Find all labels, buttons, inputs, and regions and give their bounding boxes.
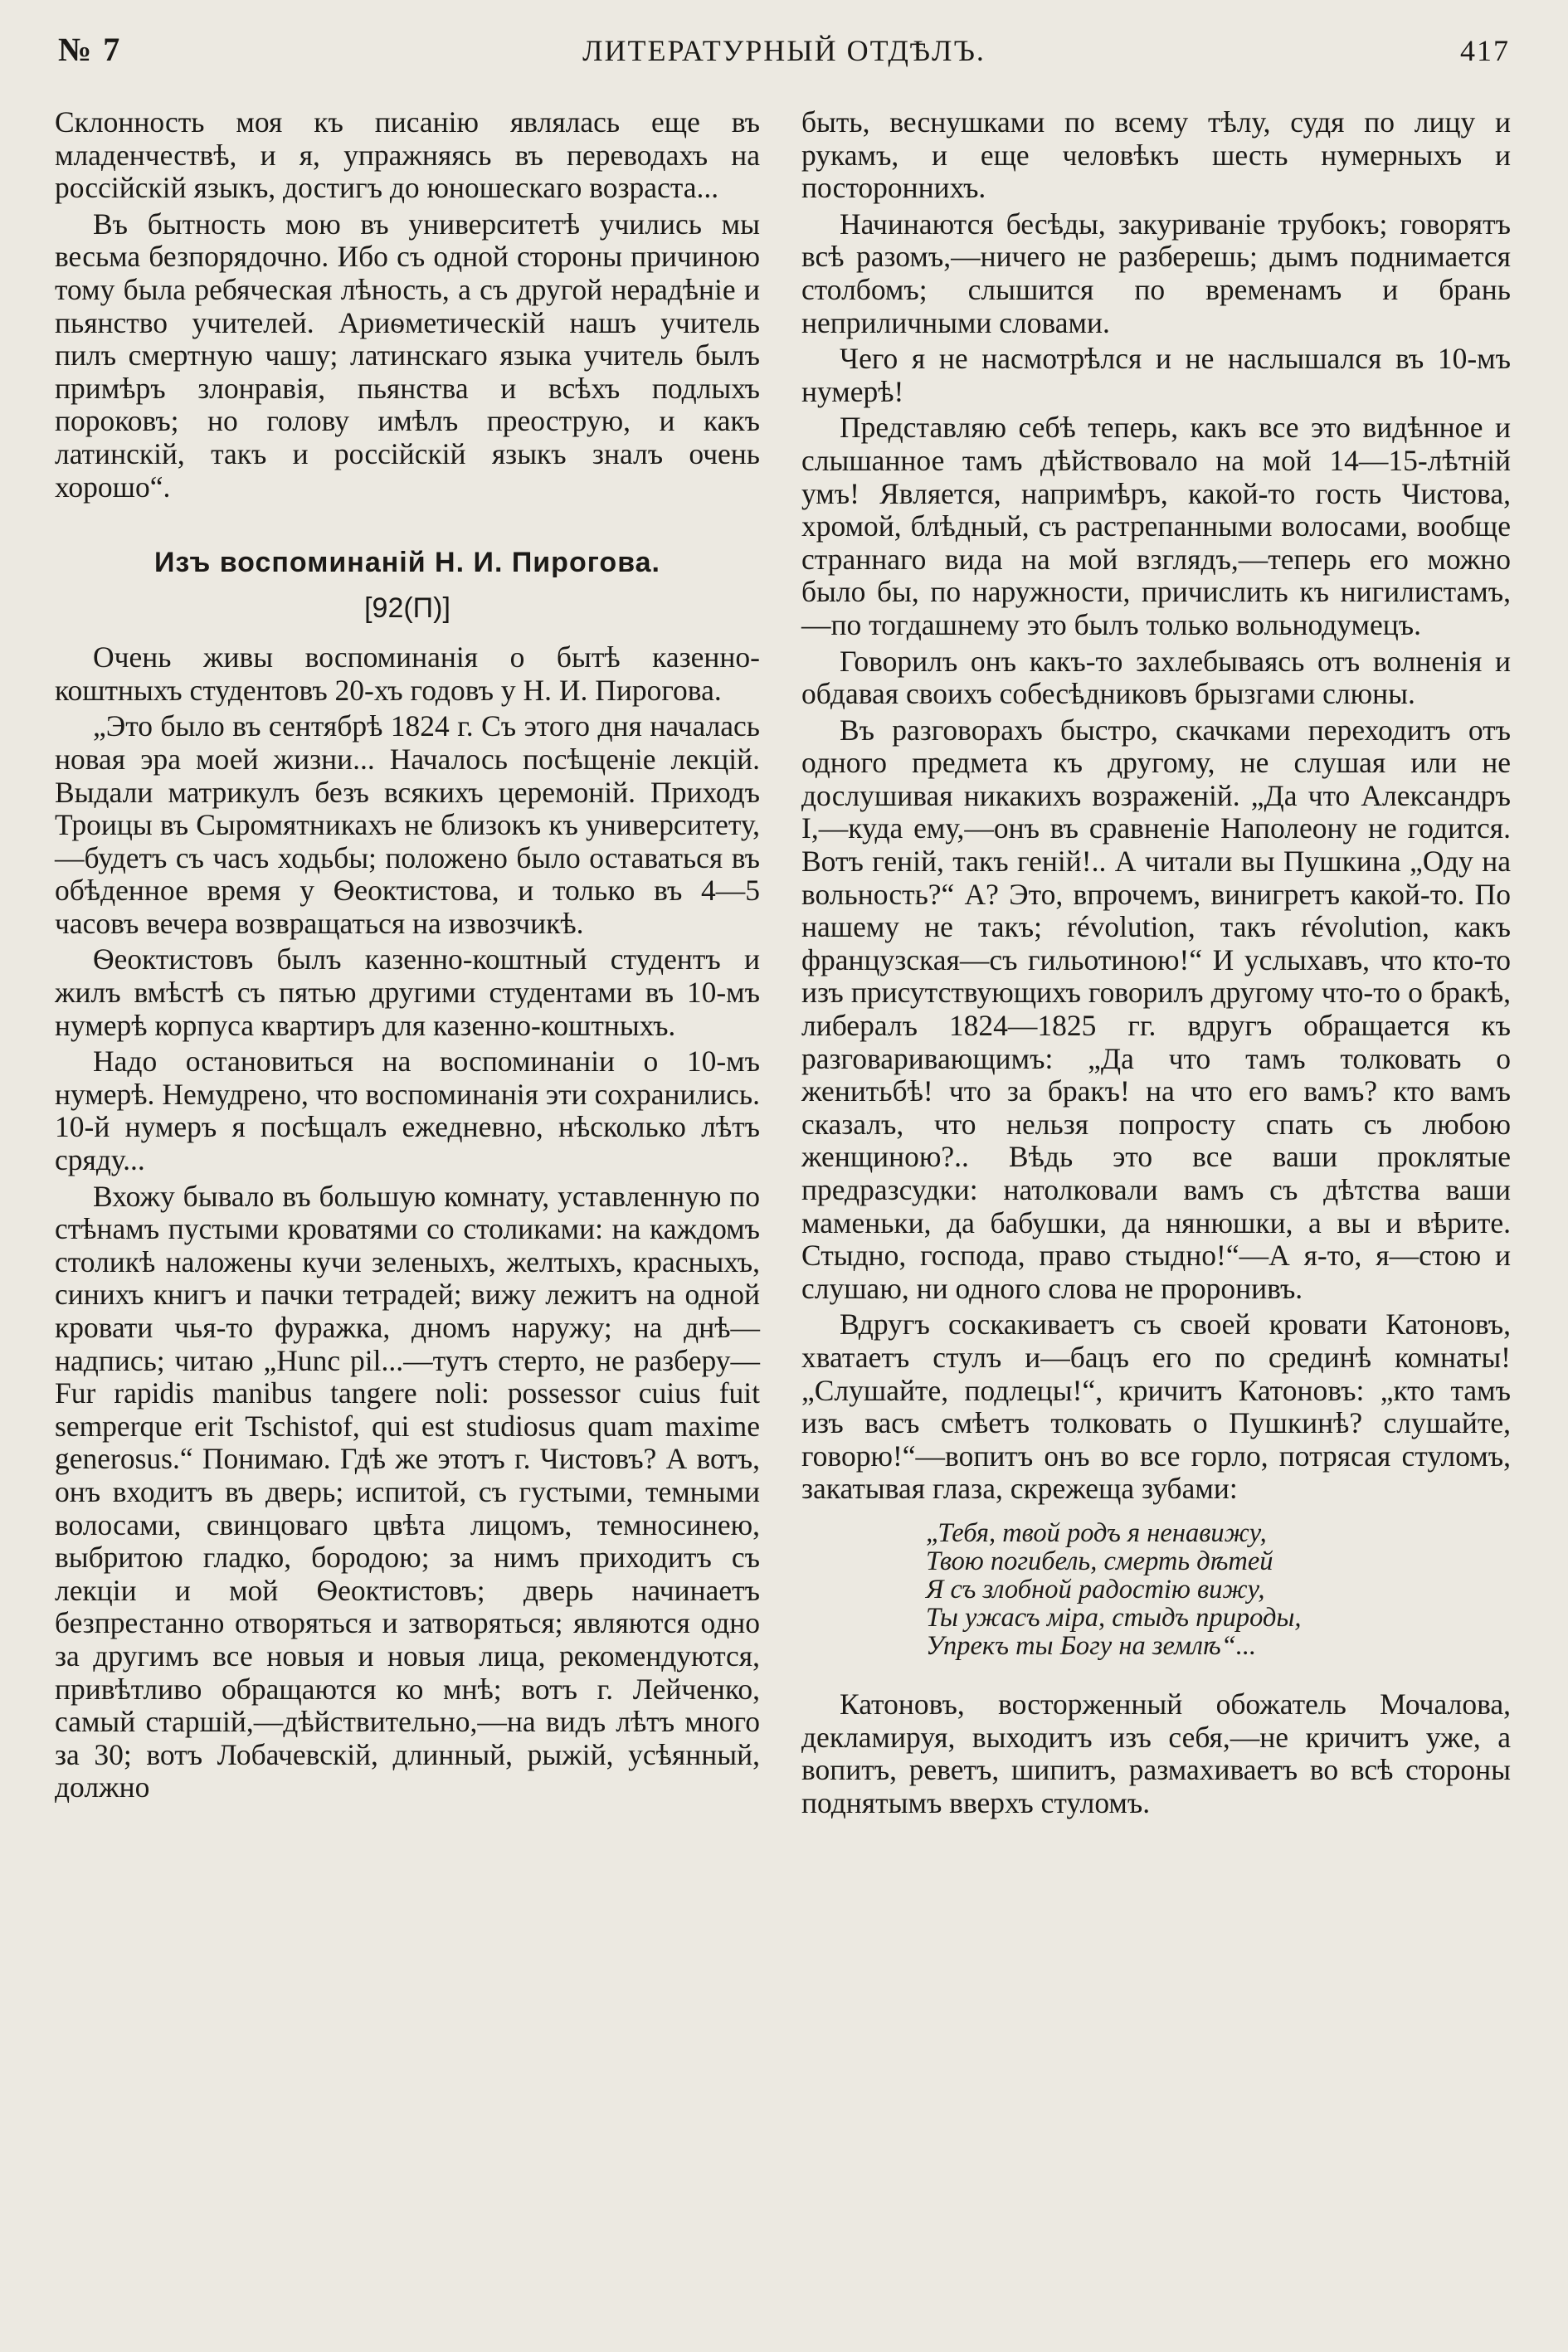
paragraph: Чего я не насмотрѣлся и не наслышался въ 10-мъ нумерѣ! [801,342,1511,408]
page-header [58,30,1510,80]
paragraph: Въ бытность мою въ университетѣ учились мы весьма безпорядочно. Ибо съ одной стороны причиною тому была ребяческая лѣность, а съ другой нерадѣніе и пьянство учителей. Ариѳметическій нашъ учитель пилъ смертную чашу; латинскаго языка учитель былъ примѣръ злонравія, пьянства и всѣхъ подлыхъ пороковъ; но голову имѣлъ преострую, и какъ латинскій, такъ и россійскій языкъ зналъ очень хорошо“. [55,207,760,504]
paragraph: Катоновъ, восторженный обожатель Мочалова, декламируя, выходитъ изъ себя,—не кричитъ уже, а вопитъ, реветъ, шипитъ, размахиваетъ во всѣ стороны поднятымъ вверхъ стуломъ. [801,1687,1511,1819]
section-title: ЛИТЕРАТУРНЫЙ ОТДѢЛЪ. [582,34,986,67]
paragraph: Въ разговорахъ быстро, скачками переходитъ отъ одного предмета къ другому, не слушая или не дослушивая никакихъ возраженій. „Да что Александръ I,—куда ему,—онъ въ сравненіе Наполеону не годится. Вотъ геній, такъ геній!.. А читали вы Пушкина „Оду на вольность?“ А? Это, впрочемъ, винигретъ какой-то. По нашему не такъ; révolution, такъ révolution, какъ французская—съ гильотиною!“ И услыхавъ, что кто-то изъ присутствующихъ говорилъ другому что-то о бракѣ, либералъ 1824—1825 гг. вдругъ обращается къ разговаривающимъ: „Да что тамъ толковать о женитьбѣ! что за бракъ! на что его вамъ? кто вамъ сказалъ, что нельзя попросту спать съ любою женщиною?.. Вѣдь это все ваши проклятые предразсудки: натолковали вамъ съ дѣтства ваши маменьки, да бабушки, да нянюшки, а вы и вѣрите. Стыдно, господа, право стыдно!“—А я-то, я—стою и слушаю, ни одного слова не проронивъ. [801,713,1511,1305]
paragraph: Склонность моя къ писанію являлась еще въ младенчествѣ, и я, упражняясь въ переводахъ на россійскій языкъ, достигъ до юношескаго возраста... [55,105,760,205]
paragraph: Начинаются бесѣды, закуриваніе трубокъ; говорятъ всѣ разомъ,—ничего не разберешь; дымъ поднимается столбомъ; слышится по временамъ и брань неприличными словами. [801,207,1511,339]
right-column [801,106,1511,1819]
issue-number: № 7 [58,31,122,68]
poem-line: „Тебя, твой родъ я ненавижу, [926,1517,1267,1548]
poem-quote [926,1519,1511,1660]
article-code: [92(П)] [364,592,450,625]
poem-line: Твою погибель, смерть дѣтей [926,1546,1273,1576]
paragraph: быть, веснушками по всему тѣлу, судя по лицу и рукамъ, и еще человѣкъ шесть нумерныхъ и постороннихъ. [801,105,1511,205]
paragraph: „Это было въ сентябрѣ 1824 г. Съ этого дня началась новая эра моей жизни... Началось посѣщеніе лекцій. Выдали матрикулъ безъ всякихъ церемоній. Приходъ Троицы въ Сыромятникахъ не близокъ къ университету,—будетъ съ часъ ходьбы; положено было оставаться въ обѣденное время у Ѳеоктистова, и только въ 4—5 часовъ вечера возвращаться на извозчикѣ. [55,709,760,940]
poem-line: Ты ужасъ міра, стыдъ природы, [926,1602,1302,1633]
poem-line: Я съ злобной радостію вижу, [926,1574,1265,1605]
paragraph: Вдругъ соскакиваетъ съ своей кровати Катоновъ, хватаетъ стулъ и—бацъ его по срединѣ комнаты! „Слушайте, подлецы!“, кричитъ Катоновъ: „кто тамъ изъ васъ смѣетъ толковать о Пушкинѣ? слушайте, говорю!“—вопитъ онъ во все горло, потрясая стуломъ, закатывая глаза, скрежеща зубами: [801,1307,1511,1506]
paragraph: Очень живы воспоминанія о бытѣ казенно-коштныхъ студентовъ 20-хъ годовъ у Н. И. Пирогова. [55,640,760,707]
paragraph: Говорилъ онъ какъ-то захлебываясь отъ волненія и обдавая своихъ собесѣдниковъ брызгами слюны. [801,644,1511,711]
left-column [55,106,760,1804]
poem-line: Упрекъ ты Богу на землѣ“... [926,1630,1257,1661]
paragraph: Ѳеоктистовъ былъ казенно-коштный студентъ и жилъ вмѣстѣ съ пятью другими студентами въ 10-мъ нумерѣ корпуса квартиръ для казенно-коштныхъ. [55,942,760,1042]
paragraph: Вхожу бывало въ большую комнату, уставленную по стѣнамъ пустыми кроватями со столиками: на каждомъ столикѣ наложены кучи зеленыхъ, желтыхъ, красныхъ, синихъ книгъ и пачки тетрадей; вижу лежитъ на одной кровати чья-то фуражка, дномъ наружу; на днѣ—надпись; читаю „Hunc pil...—тутъ стерто, не разберу—Fur rapidis manibus tangere noli: possessor cuius fuit semperque erit Tschistof, qui est studiosus quam maxime generosus.“ Понимаю. Гдѣ же этотъ г. Чистовъ? А вотъ, онъ входитъ въ дверь; испитой, съ густыми, темными волосами, свинцоваго цвѣта лицомъ, темносинею, выбритою гладко, бородою; за нимъ приходитъ съ лекціи и мой Ѳеоктистовъ; дверь начинаетъ безпрестанно отворяться и затворяться; являются одно за другимъ все новыя и новыя лица, рекомендуются, привѣтливо обращаются ко мнѣ; вотъ г. Лейченко, самый старшій,—дѣйствительно,—на видъ лѣтъ много за 30; вотъ Лобачевскій, длинный, рыжій, усѣянный, должно [55,1179,760,1804]
article-heading: Изъ воспоминаній Н. И. Пирогова. [153,547,661,579]
paragraph: Представляю себѣ теперь, какъ все это видѣнное и слышанное тамъ дѣйствовало на мой 14—15-лѣтній умъ! Является, напримѣръ, какой-то гость Чистова, хромой, блѣдный, съ растрепанными волосами, вообще страннаго вида на мой взглядъ,—теперь его можно было бы, по наружности, причислить къ нигилистамъ,—по тогдашнему это былъ только вольнодумецъ. [801,411,1511,641]
paragraph: Надо остановиться на воспоминаніи о 10-мъ нумерѣ. Немудрено, что воспоминанія эти сохранились. 10-й нумеръ я посѣщалъ ежедневно, нѣсколько лѣтъ сряду... [55,1045,760,1177]
page-number: 417 [1460,34,1510,67]
